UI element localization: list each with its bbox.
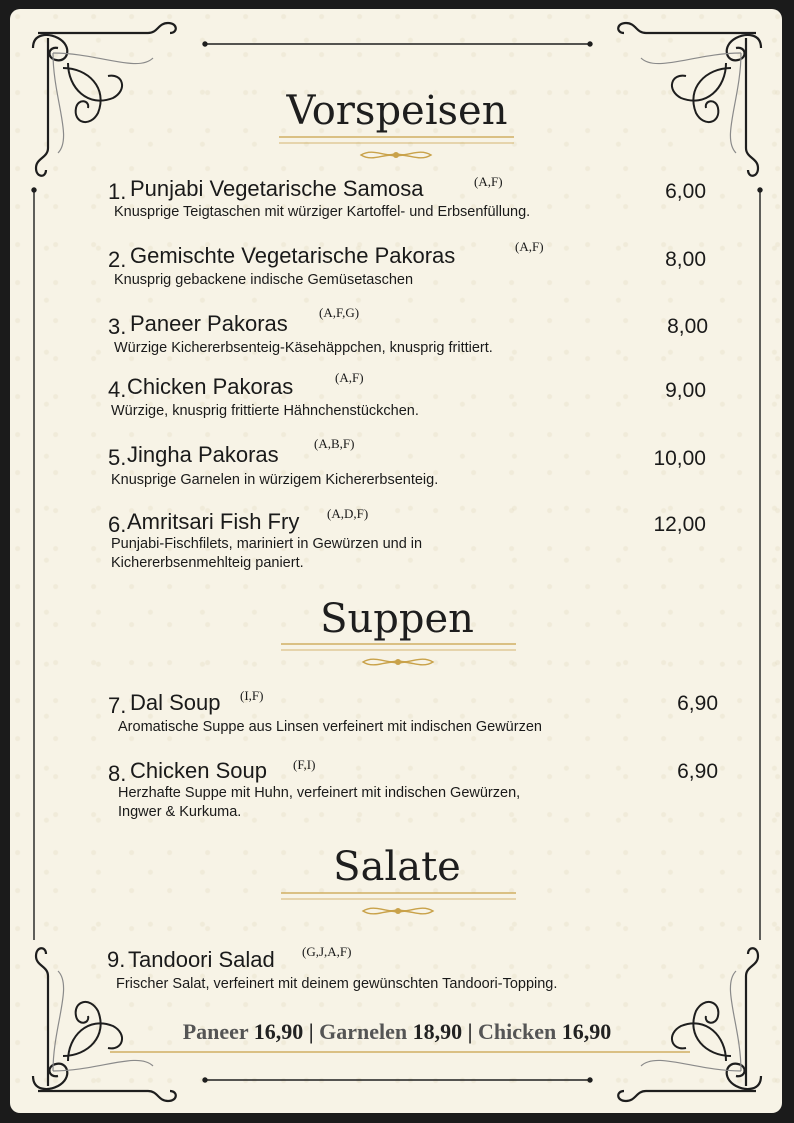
item-description: Ingwer & Kurkuma.: [118, 804, 242, 820]
item-number: 6.: [108, 512, 127, 537]
item-description: Herzhafte Suppe mit Huhn, verfeinert mit indischen Gewürzen,: [118, 785, 521, 801]
item-number: 8.: [108, 761, 127, 786]
item-description: Kichererbsenmehlteig paniert.: [111, 555, 304, 571]
item-name: Chicken Pakoras: [127, 374, 294, 399]
item-description: Aromatische Suppe aus Linsen verfeinert mit indischen Gewürzen: [118, 719, 542, 735]
allergen-codes: (A,F): [335, 370, 364, 385]
item-number: 7.: [108, 693, 127, 718]
item-description: Knusprige Garnelen in würzigem Kichererbsenteig.: [111, 472, 439, 488]
item-name: Jingha Pakoras: [127, 442, 279, 467]
item-price: 9,00: [665, 379, 706, 402]
allergen-codes: (G,J,A,F): [302, 944, 352, 959]
item-price: 10,00: [653, 447, 706, 470]
item-number: 3.: [108, 314, 127, 339]
item-name: Dal Soup: [130, 690, 221, 715]
item-price: 8,00: [665, 248, 706, 271]
option-label: Paneer: [182, 1019, 249, 1044]
option-separator: |: [467, 1019, 473, 1044]
item-price: 6,90: [677, 692, 718, 715]
item-number: 4.: [108, 377, 127, 402]
item-name: Chicken Soup: [130, 758, 267, 783]
item-number: 1.: [108, 179, 127, 204]
item-price: 12,00: [653, 513, 706, 536]
item-description: Knusprige Teigtaschen mit würziger Kartoffel- und Erbsenfüllung.: [114, 204, 531, 220]
item-name: Gemischte Vegetarische Pakoras: [130, 243, 456, 268]
item-name: Amritsari Fish Fry: [127, 509, 300, 534]
allergen-codes: (A,F,G): [319, 305, 360, 320]
option-label: Chicken: [478, 1019, 557, 1044]
item-description: Knusprig gebackene indische Gemüsetaschen: [114, 272, 414, 288]
item-price: 6,00: [665, 180, 706, 203]
allergen-codes: (A,F): [474, 174, 503, 189]
item-price: 8,00: [667, 315, 708, 338]
divider-ornament-icon: [281, 644, 516, 665]
option-label: Garnelen: [319, 1019, 408, 1044]
section-title-salads: Salate: [333, 844, 461, 890]
item-name: Punjabi Vegetarische Samosa: [130, 176, 424, 201]
item-number: 5.: [108, 445, 127, 470]
option-price: 16,90: [561, 1019, 612, 1044]
allergen-codes: (A,B,F): [314, 436, 355, 451]
option-price: 18,90: [412, 1019, 463, 1044]
allergen-codes: (I,F): [240, 688, 264, 703]
allergen-codes: (A,F): [515, 239, 544, 254]
allergen-codes: (A,D,F): [327, 506, 369, 521]
section-title-soups: Suppen: [320, 596, 474, 642]
item-description: Würzige, knusprig frittierte Hähnchenstückchen.: [111, 403, 419, 419]
option-separator: |: [308, 1019, 314, 1044]
item-price: 6,90: [677, 760, 718, 783]
divider-ornament-icon: [281, 893, 516, 914]
section-title-starters: Vorspeisen: [286, 88, 508, 134]
item-description: Punjabi-Fischfilets, mariniert in Gewürzen und in: [111, 536, 423, 552]
allergen-codes: (F,I): [293, 757, 316, 772]
topping-options: [0, 1019, 794, 1045]
divider-ornament-icon: [279, 137, 514, 158]
item-name: Paneer Pakoras: [130, 311, 288, 336]
option-price: 16,90: [253, 1019, 304, 1044]
item-description: Frischer Salat, verfeinert mit deinem gewünschten Tandoori-Topping.: [116, 976, 558, 992]
item-number: 2.: [108, 247, 127, 272]
item-name: Tandoori Salad: [128, 947, 275, 972]
item-number: 9.: [107, 947, 126, 972]
item-description: Würzige Kichererbsenteig-Käsehäppchen, knusprig frittiert.: [114, 340, 493, 356]
